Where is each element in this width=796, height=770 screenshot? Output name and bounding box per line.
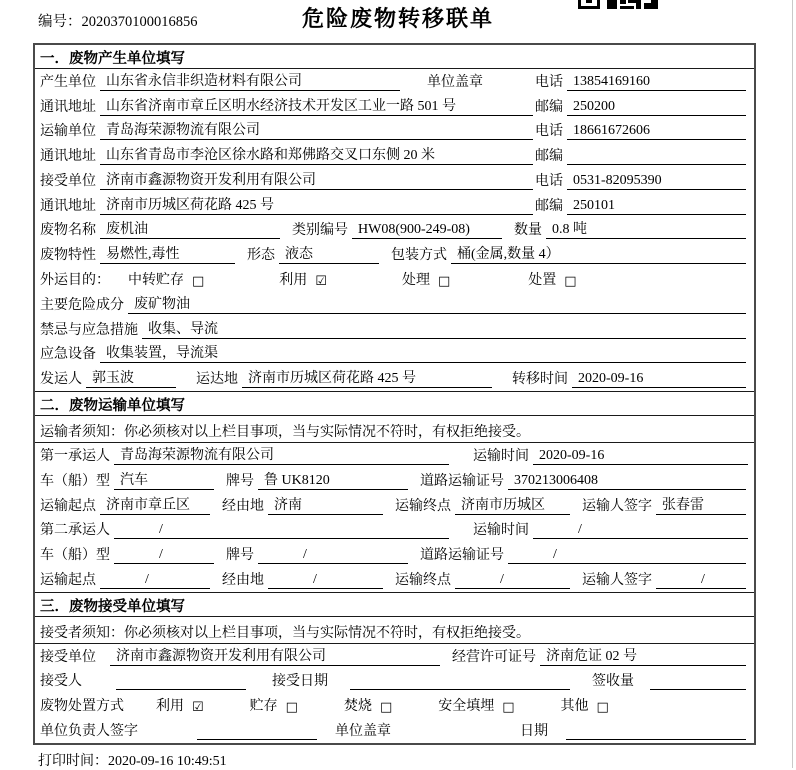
- checkbox-icon: □: [564, 273, 577, 289]
- equipment-value: 收集装置，导流渠: [100, 342, 746, 363]
- phone1-value: 13854169160: [567, 74, 746, 91]
- category-value: HW08(900-249-08): [352, 222, 502, 239]
- print-time-value: 2020-09-16 10:49:51: [108, 754, 227, 769]
- date-label: 日期: [520, 723, 548, 739]
- row-vehicle2: [35, 542, 754, 567]
- carrier2-label: 第二承运人: [40, 523, 110, 539]
- row-accept-unit: [35, 644, 754, 669]
- hazard-label: 主要危险成分: [40, 297, 124, 313]
- checkbox-label: 贮存: [249, 699, 278, 715]
- manager-sign-label: 单位负责人签字: [40, 723, 138, 739]
- checkbox-label: 处理: [401, 273, 430, 289]
- plate1-value: 鲁 UK8120: [258, 469, 408, 490]
- checkbox-label: 处置: [528, 273, 557, 289]
- checkbox-label: 安全填埋: [438, 699, 495, 715]
- zip2-label: 邮编: [535, 149, 563, 165]
- carrier1-value: 青岛海荣源物流有限公司: [114, 444, 449, 465]
- phone2-label: 电话: [535, 124, 563, 140]
- transporter-value: 青岛海荣源物流有限公司: [100, 119, 533, 140]
- sign1-value: 张春雷: [656, 494, 746, 515]
- checkbox-landfill: [438, 695, 514, 715]
- zip1-value: 250200: [567, 99, 746, 116]
- print-time-label: 打印时间：: [38, 754, 108, 769]
- checkbox-icon: □: [437, 273, 451, 289]
- row-equipment: [35, 342, 754, 367]
- zip2-value: [567, 164, 746, 165]
- carrier1-label: 第一承运人: [40, 448, 110, 464]
- section1-header: 一．废物产生单位填写: [35, 45, 754, 69]
- sign1-label: 运输人签字: [582, 498, 652, 514]
- destination-value: 济南市历城区荷花路 425 号: [242, 367, 492, 388]
- equipment-label: 应急设备: [40, 347, 96, 363]
- addr1-value: 山东省济南市章丘区明水经济技术开发区工业一路 501 号: [100, 95, 533, 116]
- vehicle2-label: 车（船）型: [40, 548, 110, 564]
- vehicle2-value: /: [114, 547, 214, 564]
- checkbox-icon: □: [192, 273, 205, 289]
- row-vehicle1: [35, 468, 754, 493]
- phone3-label: 电话: [535, 173, 563, 189]
- license2-label: 道路运输证号: [420, 548, 504, 564]
- sign2-value: /: [656, 572, 746, 589]
- producer-value: 山东省永信非织造材料有限公司: [100, 70, 400, 91]
- end1-label: 运输终点: [395, 498, 451, 514]
- page-title: 危险废物转移联单: [301, 6, 494, 31]
- checkbox-dispose: [528, 269, 576, 289]
- phone3-value: 0531-82095390: [567, 173, 746, 190]
- row-acceptor: [35, 669, 754, 694]
- waste-name-value: 废机油: [100, 218, 280, 239]
- checkbox-incinerate: [344, 695, 392, 715]
- doc-number-value: 2020370100016856: [81, 14, 198, 30]
- manifest-form: [33, 43, 756, 745]
- row-receiver-address: [35, 193, 754, 218]
- checkbox-label: 焚烧: [343, 699, 372, 715]
- destination-label: 运达地: [196, 372, 238, 388]
- via1-value: 济南: [268, 494, 383, 515]
- accept-unit-label: 接受单位: [40, 649, 96, 665]
- addr2-value: 山东省青岛市李沧区徐水路和郑佛路交叉口东侧 20 米: [100, 144, 533, 165]
- receiver-notice: 接受者须知：你必须核对以上栏目事项，当与实际情况不符时，有权拒绝接受。: [35, 617, 754, 644]
- producer-label: 产生单位: [40, 74, 96, 90]
- carrier2-value: /: [114, 522, 449, 539]
- phone2-value: 18661672606: [567, 123, 746, 140]
- checkbox-label: 利用: [279, 273, 308, 289]
- row-shipper: [35, 366, 754, 391]
- checkbox-icon: □: [379, 699, 393, 715]
- waste-name-label: 废物名称: [40, 223, 96, 239]
- row-manager-sign: [35, 718, 754, 743]
- origin2-label: 运输起点: [40, 572, 96, 588]
- checkbox-label: 利用: [156, 699, 184, 715]
- transporter-notice: 运输者须知：你必须核对以上栏目事项，当与实际情况不符时，有权拒绝接受。: [35, 416, 754, 443]
- permit-value: 济南危证 02 号: [540, 645, 746, 666]
- quantity-label: 数量: [514, 223, 542, 239]
- origin1-label: 运输起点: [40, 498, 96, 514]
- unit-seal-label: 单位盖章: [335, 723, 391, 739]
- sign2-label: 运输人签字: [582, 572, 652, 588]
- addr2-label: 通讯地址: [40, 149, 96, 165]
- checkbox-icon: □: [596, 699, 609, 715]
- packaging-label: 包装方式: [391, 248, 447, 264]
- row-transporter-address: [35, 143, 754, 168]
- form-label: 形态: [247, 248, 275, 264]
- hazard-value: 废矿物油: [128, 293, 746, 314]
- category-label: 类别编号: [292, 223, 348, 239]
- license1-label: 道路运输证号: [420, 473, 504, 489]
- sign-qty-value: [650, 689, 746, 690]
- time1-value: 2020-09-16: [533, 448, 748, 465]
- via2-value: /: [268, 572, 383, 589]
- checkbox-utilize: [279, 269, 327, 289]
- row-hazard: [35, 292, 754, 317]
- row-producer: [35, 69, 754, 94]
- acceptor-label: 接受人: [40, 674, 82, 690]
- plate2-value: /: [258, 547, 408, 564]
- end2-label: 运输终点: [395, 572, 451, 588]
- addr3-label: 通讯地址: [40, 198, 96, 214]
- form-value: 液态: [279, 243, 379, 264]
- disposal-label: 废物处置方式: [40, 699, 124, 715]
- row-receiver: [35, 168, 754, 193]
- time2-label: 运输时间: [473, 523, 529, 539]
- date-value: [566, 739, 746, 740]
- origin1-value: 济南市章丘区: [100, 494, 210, 515]
- zip1-label: 邮编: [535, 99, 563, 115]
- checkbox-treat: [402, 269, 450, 289]
- accept-date-value: [350, 689, 570, 690]
- checkbox-checked-icon: ☑: [315, 273, 327, 289]
- vehicle1-value: 汽车: [114, 469, 214, 490]
- page-right-edge: [792, 0, 793, 768]
- acceptor-value: [116, 689, 246, 690]
- contraindication-label: 禁忌与应急措施: [40, 322, 138, 338]
- characteristics-label: 废物特性: [40, 248, 96, 264]
- manager-sign-value: [197, 739, 317, 740]
- row-waste-name: [35, 218, 754, 243]
- checkbox-label: 其他: [560, 699, 589, 715]
- time2-value: /: [533, 522, 748, 539]
- plate2-label: 牌号: [226, 548, 254, 564]
- checkbox-store: [250, 695, 298, 715]
- packaging-value: 桶(金属,数量 4）: [451, 243, 746, 264]
- checkbox-other: [561, 695, 609, 715]
- checkbox-label: 中转贮存: [128, 273, 184, 289]
- row-contraindication: [35, 317, 754, 342]
- zip3-label: 邮编: [535, 198, 563, 214]
- row-waste-characteristics: [35, 242, 754, 267]
- time1-label: 运输时间: [473, 448, 529, 464]
- receiver-label: 接受单位: [40, 173, 96, 189]
- row-purpose: [35, 267, 754, 292]
- transfer-time-label: 转移时间: [512, 372, 568, 388]
- seal-label: 单位盖章: [427, 74, 483, 90]
- via1-label: 经由地: [222, 498, 264, 514]
- accept-unit-value: 济南市鑫源物资开发利用有限公司: [110, 645, 440, 666]
- purpose-label: 外运目的：: [40, 273, 110, 289]
- phone1-label: 电话: [535, 74, 563, 90]
- via2-label: 经由地: [222, 572, 264, 588]
- end1-value: 济南市历城区: [455, 494, 570, 515]
- characteristics-value: 易燃性,毒性: [100, 243, 235, 264]
- end2-value: /: [455, 572, 570, 589]
- row-carrier1: [35, 443, 754, 468]
- checkbox-use: [156, 695, 204, 715]
- license1-value: 370213006408: [508, 473, 746, 490]
- row-disposal-method: [35, 693, 754, 718]
- sign-qty-label: 签收量: [592, 674, 634, 690]
- phone1-group: [535, 71, 748, 91]
- row-transporter: [35, 119, 754, 144]
- section3-header: 三．废物接受单位填写: [35, 592, 754, 617]
- addr1-label: 通讯地址: [40, 99, 96, 115]
- shipper-value: 郭玉波: [86, 367, 176, 388]
- qr-code-fragment: [578, 0, 658, 9]
- row-carrier2: [35, 518, 754, 543]
- receiver-value: 济南市鑫源物资开发利用有限公司: [100, 169, 533, 190]
- plate1-label: 牌号: [226, 473, 254, 489]
- section2-header: 二．废物运输单位填写: [35, 391, 754, 416]
- checkbox-icon: □: [502, 699, 515, 715]
- transporter-label: 运输单位: [40, 124, 96, 140]
- checkbox-checked-icon: ☑: [192, 699, 204, 715]
- zip3-value: 250101: [567, 198, 746, 215]
- permit-label: 经营许可证号: [452, 649, 536, 665]
- print-time: [38, 750, 227, 770]
- row-route1: [35, 493, 754, 518]
- transfer-time-value: 2020-09-16: [572, 371, 746, 388]
- addr3-value: 济南市历城区荷花路 425 号: [100, 194, 533, 215]
- accept-date-label: 接受日期: [272, 674, 328, 690]
- shipper-label: 发运人: [40, 372, 82, 388]
- origin2-value: /: [100, 572, 210, 589]
- checkbox-icon: □: [285, 699, 298, 715]
- doc-number-label: 编号：: [38, 14, 82, 30]
- row-producer-address: [35, 94, 754, 119]
- contraindication-value: 收集、导流: [142, 318, 746, 339]
- vehicle1-label: 车（船）型: [40, 473, 110, 489]
- row-route2: [35, 567, 754, 592]
- license2-value: /: [508, 547, 746, 564]
- checkbox-transfer-storage: [128, 269, 204, 289]
- quantity-value: 0.8 吨: [546, 218, 746, 239]
